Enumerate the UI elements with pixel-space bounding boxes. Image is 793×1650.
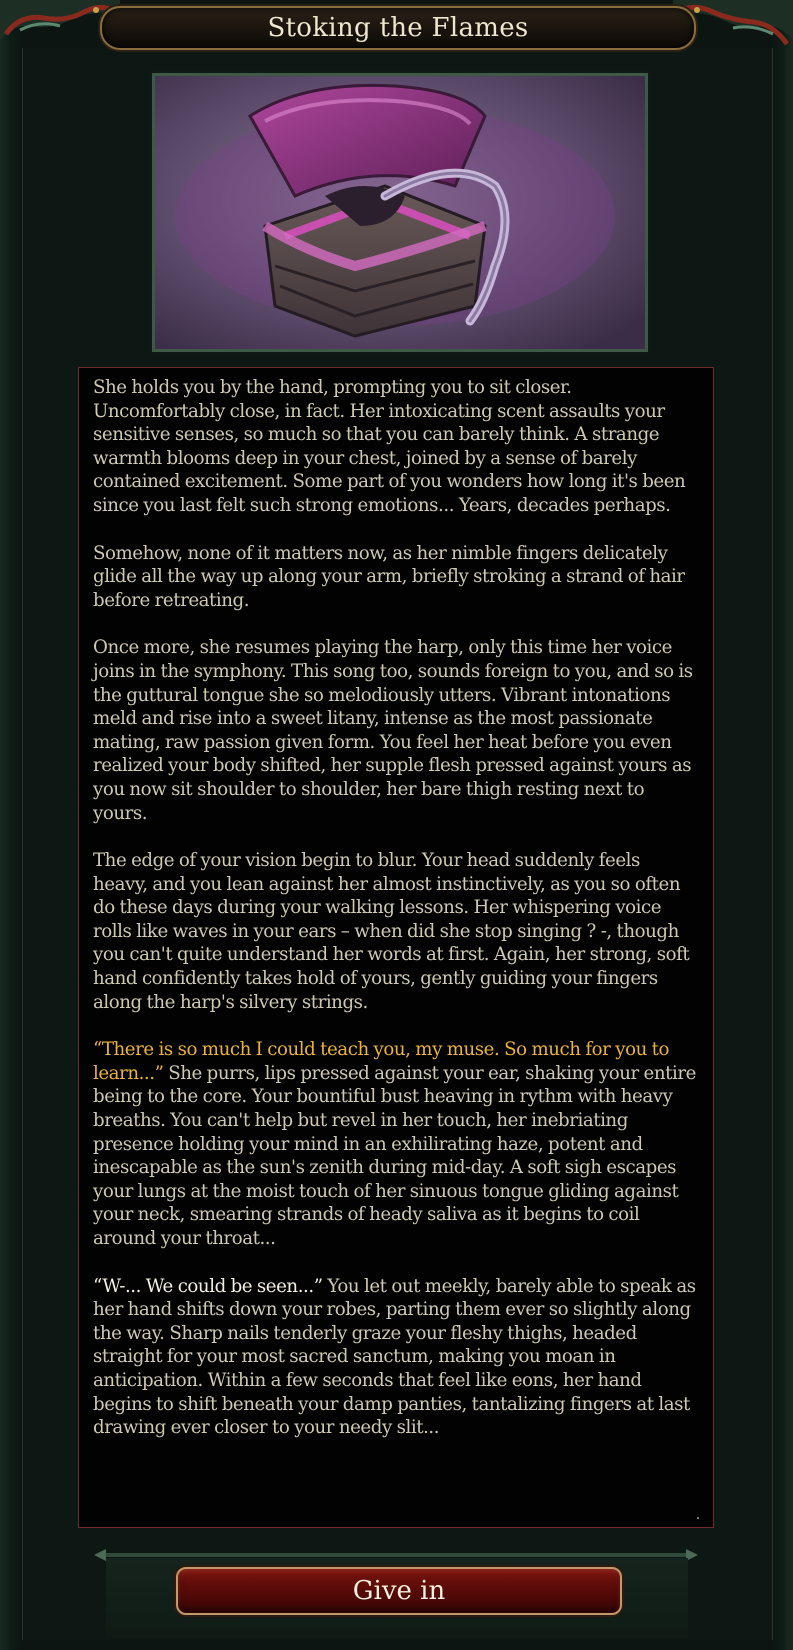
scroll-indicator (697, 1517, 699, 1519)
event-title: Stoking the Flames (267, 13, 529, 43)
story-text-panel[interactable] (78, 367, 714, 1528)
title-bar (100, 6, 696, 50)
give-in-button[interactable] (176, 1567, 622, 1615)
story-narration: She purrs, lips pressed against your ear, shaking your entire being to the core. Your bountiful bust heaving in rythm with heavy breaths. You can't help but revel in her touch, her inebriating presence holding your mind in an exhilirating haze, potent and inescapable as the sun's zenith during mid-day. A soft sigh escapes your lungs at the moist touch of her sinuous tongue gliding against your neck, smearing strands of heady saliva as it begins to coil around your throat... (93, 1062, 696, 1249)
player-quote: “W-... We could be seen...” (93, 1275, 323, 1297)
story-paragraph (93, 1038, 699, 1250)
story-paragraph: She holds you by the hand, prompting you to sit closer. Uncomfortably close, in fact. Her intoxicating scent assaults your sensitive senses, so much so that you can barely think. A strange warmth blooms deep in your chest, joined by a sense of barely contained excitement. Some part of you wonders how long it's been since you last felt such strong emotions... Years, decades perhaps. (93, 377, 686, 516)
story-paragraph (93, 1275, 699, 1440)
story-paragraph: Once more, she resumes playing the harp, only this time her voice joins in the symphony. This song too, sounds foreign to you, and so is the guttural tongue she so melodiously utters. Vibrant intonations meld and rise into a sweet litany, intense as the most passionate mating, raw passion given form. You feel her heat before you even realized your body shifted, her supple flesh pressed against yours as you now sit shoulder to shoulder, her bare thigh resting next to yours. (93, 637, 693, 824)
story-body (93, 376, 699, 1440)
treasure-chest-illustration-icon (155, 76, 645, 349)
event-illustration (152, 73, 648, 352)
story-paragraph: Somehow, none of it matters now, as her nimble fingers delicately glide all the way up along your arm, briefly stroking a strand of hair before retreating. (93, 542, 685, 611)
seductress-quote: “There is so much I could teach you, my muse. So much for you to learn...” (93, 1039, 670, 1084)
story-paragraph: The edge of your vision begin to blur. Your head suddenly feels heavy, and you lean against her almost instinctively, as you so often do these days during your walking lessons. Her whispering voice rolls like waves in your ears – when did she stop singing ? -, though you can't quite understand her words at first. Again, her strong, soft hand confidently takes hold of yours, gently guiding your fingers along the harp's silvery strings. (93, 850, 690, 1013)
give-in-label: Give in (352, 1576, 446, 1606)
story-narration: You let out meekly, barely able to speak as her hand shifts down your robes, parting them ever so slightly along the way. Sharp nails tenderly graze your fleshy thighs, headed straight for your most sacred sanctum, making you moan in anticipation. Within a few seconds that feel like eons, her hand begins to shift beneath your damp panties, tantalizing fingers at last drawing ever closer to your needy slit... (93, 1275, 696, 1439)
